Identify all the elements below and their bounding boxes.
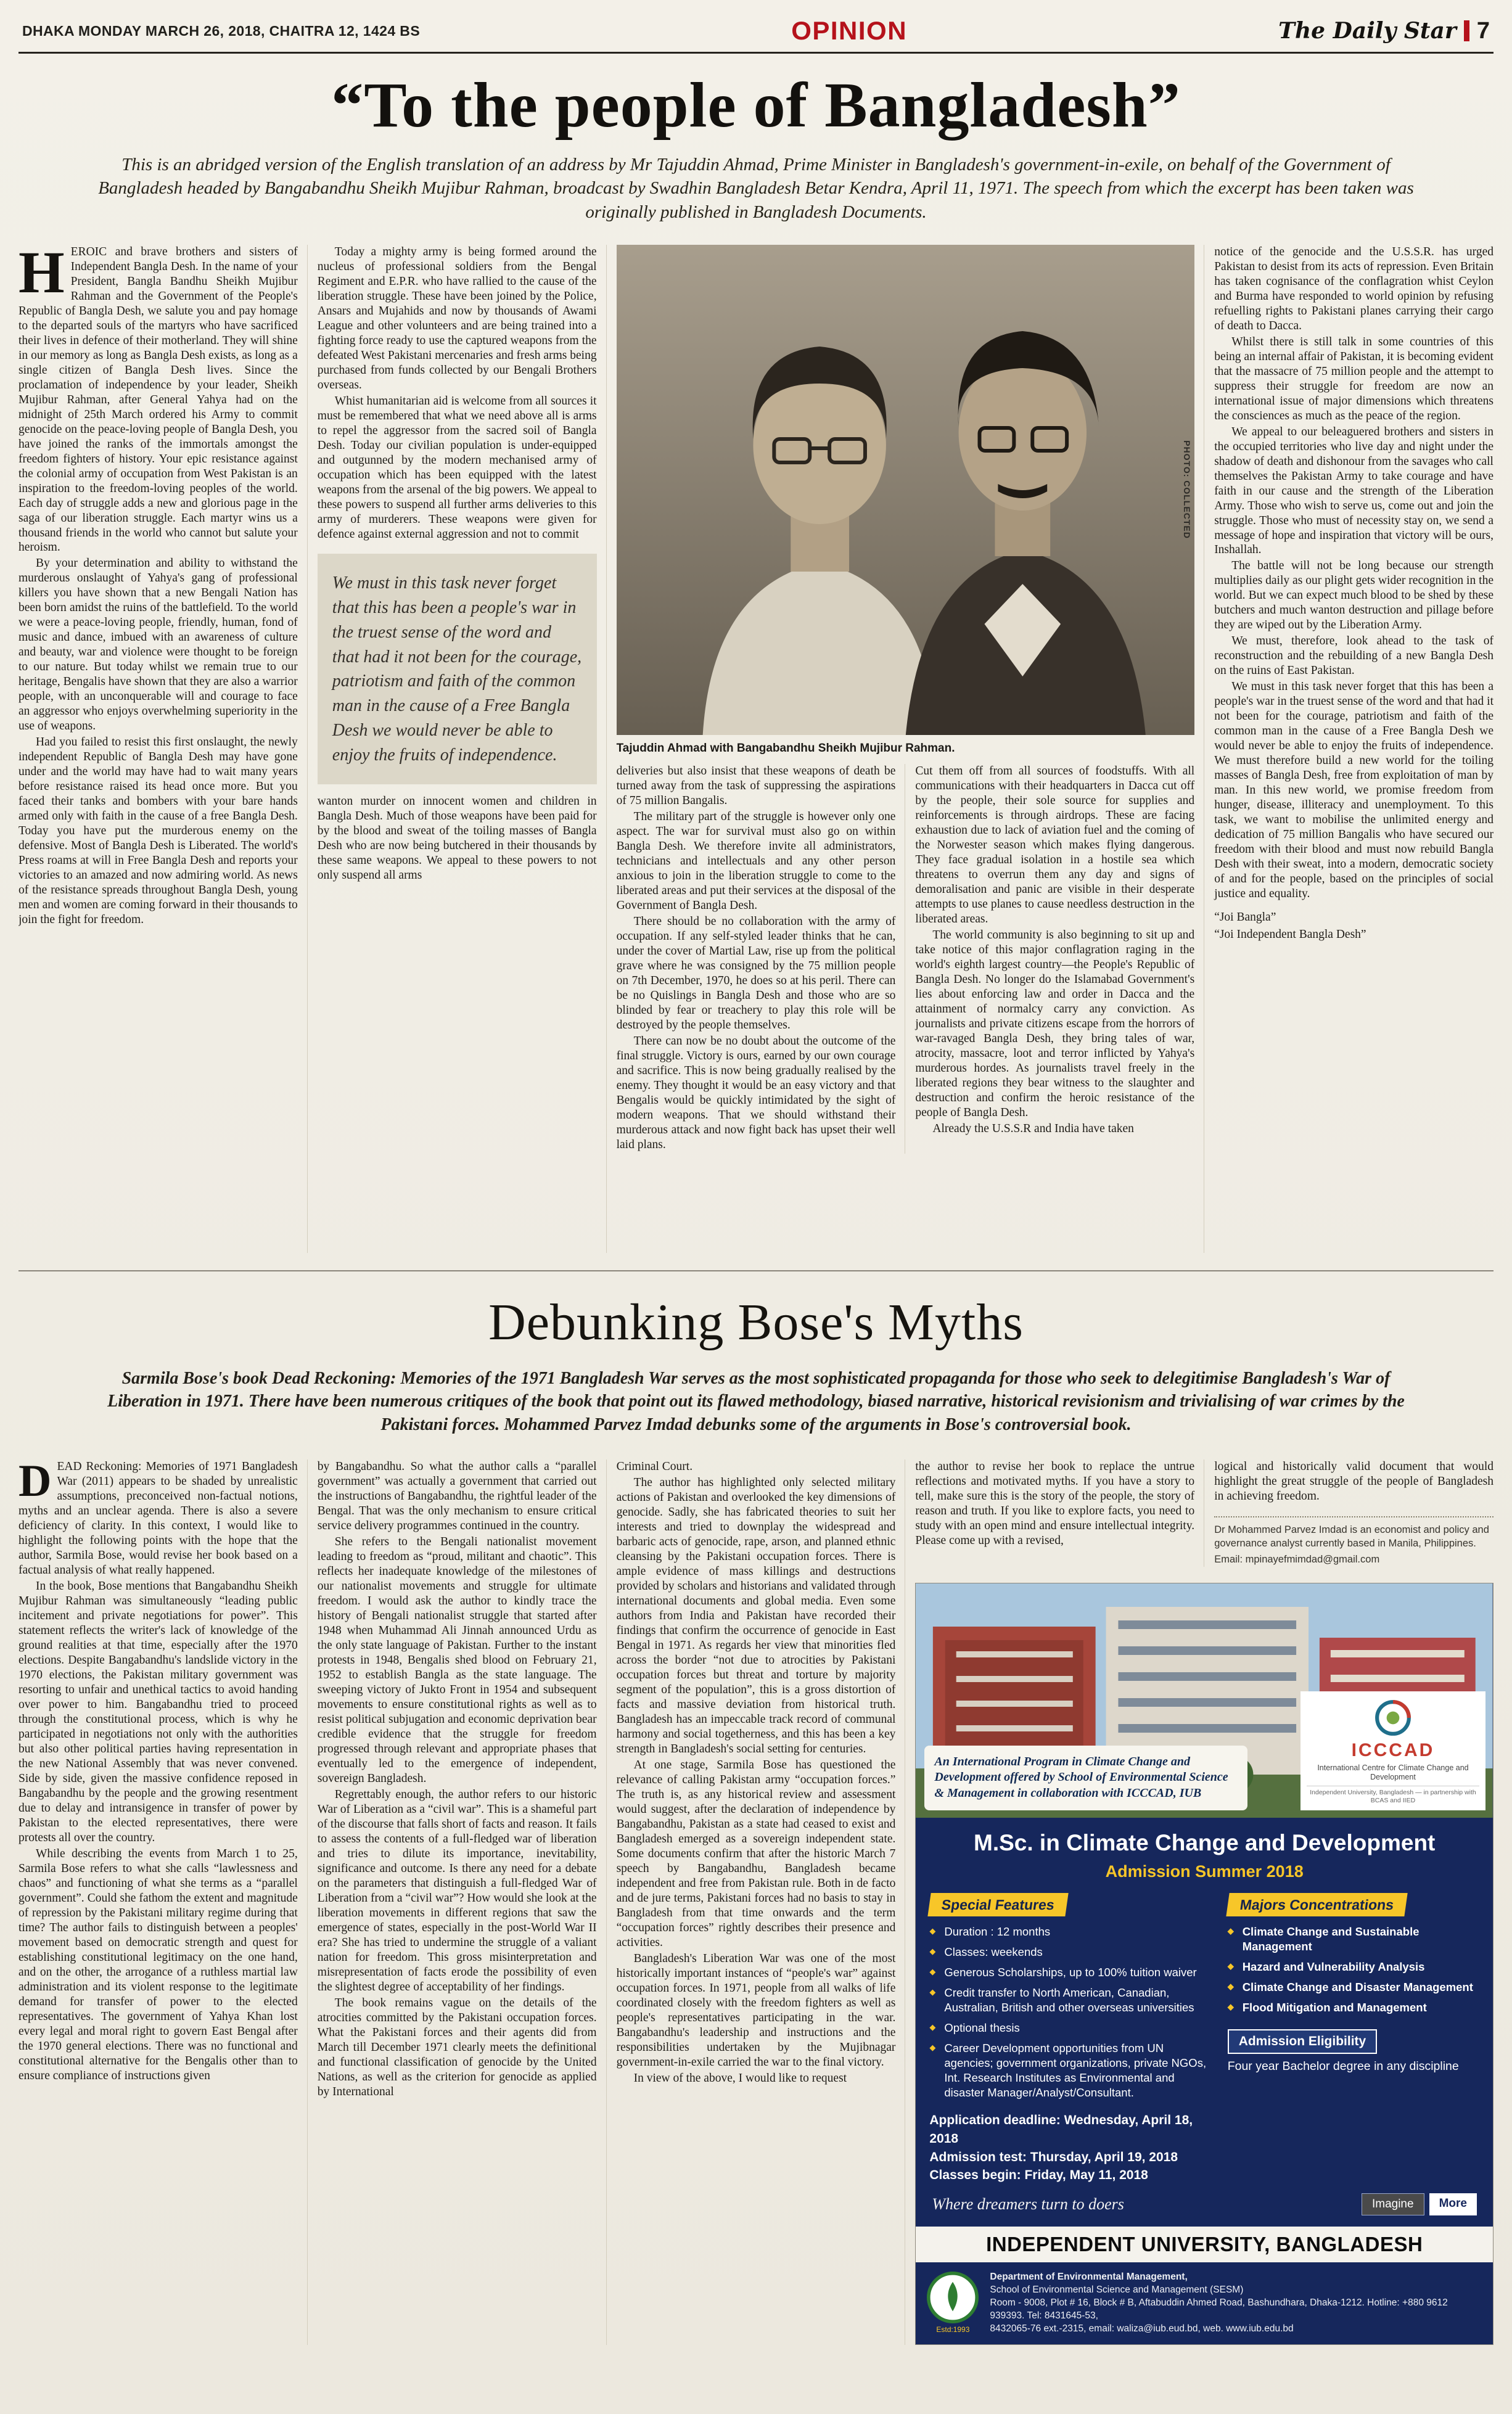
majors-list-item: ◆ Hazard and Vulnerability Analysis [1228, 1960, 1479, 1974]
lead-paragraph-text: EAD Reckoning: Memories of 1971 Bangladesh War (2011) appears to be shaded by unrealistic assumptions, preconceived non-factual notions, myths and an unclear agenda. There is also a severe deficiency of clarity. In this context, I would like to highlight the following points with the hope that the author, Sarmila Bose, would revise her book based on a factual analysis of what really happened. [18, 1460, 298, 1577]
article1-column-3-item: The military part of the struggle is however only one aspect. The war for survival must also go on within Bangla Desh. We therefore invite all administrators, technicians and intellectuals and any other person anxious to join in the liberation struggle to come to the liberated areas and put their services at the disposal of the Government of Bangla Desh. [616, 810, 896, 913]
page-header [18, 14, 1494, 54]
ad-tagline-row [929, 2185, 1479, 2222]
article1-column-2-paragraphs-item: Whist humanitarian aid is welcome from all sources it must be remembered that what we need above all is arms to repel the aggressor from the sacred soil of Bangla Desh. Today our civilian population is under-equipped and outgunned by the modern mechanised army of occupation which has been equipped with the latest weapons from the arsenal of the big powers. We appeal to these powers to suspend all further arms deliveries to this army of murderers. These weapons were given for defence against external aggression and not to commit [317, 394, 597, 541]
author-email: Email: mpinayefmimdad@gmail.com [1214, 1553, 1380, 1565]
article2-column-3-paragraphs-item: The author has highlighted only selected military actions of Pakistan and overlooked the key dimensions of genocide. Sadly, she has fabricated theories to suit her interests and tried to downplay the widespread and barbaric acts of genocide, rape, arson, and planned ethnic cleansing by the Pakistani occupation forces. There is ample evidence of mass killings and destructions provided by scholars and historians and validated through international documents and global media. Even some authors from India and Pakistan have recorded their findings that confirm the occurrence of genocide in East Bengal in 1971. As regards her view that minorities fled across the border “not due to atrocities by Pakistani occupation forces but threat and torture by majority segment of the population”, this is a gross distortion of facts and massive deviation from historical truth. Bangladesh has an impeccable track record of communal harmony and social togetherness, and this has been a key strength in Bangladesh's social setting for centuries. [616, 1476, 896, 1756]
admission-test-date: Admission test: Thursday, April 19, 2018 [929, 2149, 1178, 2164]
article1-column-5-paragraphs-item: notice of the genocide and the U.S.S.R. has urged Pakistan to desist from its acts of repression. Even Britain has taken cognisance of the conflagration whist Ceylon and Burma have responded to world opinion by refusing refuelling rights to Pakistani planes carrying their cargo of death to Dacca. [1214, 245, 1494, 332]
special-features-heading: Special Features [928, 1893, 1069, 1916]
special-features-list-item: ◆ Classes: weekends [929, 1945, 1211, 1960]
section-title: OPINION [791, 16, 908, 45]
article1-column-3-item: There can now be no doubt about the outcome of the final struggle. Victory is ours, earned by our own courage and sacrifice. This is now being gradually realised by the enemy. They thought it would be an easy victory and that Bengalis would be quickly intimidated by the sight of modern weapons. That we should withstand their murderous attack and now fight back has upset their well laid plans. [616, 1034, 896, 1151]
photo-caption: Tajuddin Ahmad with Bangabandhu Sheikh Mujibur Rahman. [616, 741, 955, 755]
article2-column-3 [617, 1459, 896, 2345]
article2-column-5-paragraphs [1214, 1459, 1494, 1504]
article1-photo-figure [617, 245, 1195, 755]
ad-columns [929, 1893, 1479, 2185]
article2-headline: Debunking Bose's Myths [488, 1293, 1024, 1351]
ad-contact-lines-item: School of Environmental Science and Management (SESM) [990, 2285, 1244, 2296]
special-features-list-item: ◆ Credit transfer to North American, Canadian, Australian, British and other overseas universities [929, 1985, 1211, 2015]
icccad-logo-box [1300, 1691, 1485, 1810]
ad-campus-photo [916, 1583, 1493, 1818]
article2-column-3-paragraphs-item: In view of the above, I would like to request [633, 2071, 847, 2085]
ad-main-panel [916, 1818, 1493, 2227]
ad-contact-lines-item: Room - 9008, Plot # 16, Block # B, Aftabuddin Ahmed Road, Bashundhara, Dhaka-1212. Hotline: +880 9612 939393. Tel: 8431645-53, [990, 2297, 1448, 2321]
article1-column-5-paragraphs-item: The battle will not be long because our strength multiplies daily as our plight gets wider recognition in the world. But we can expect much blood to be shed by these butchers and much wanton destruction and pillage before they are wiped out by the Liberation Army. [1214, 559, 1494, 632]
signoff-joi-bangla: “Joi Bangla” [1214, 911, 1276, 924]
iub-logo-icon [927, 2272, 979, 2323]
lead-paragraph-text: EROIC and brave brothers and sisters of Independent Bangla Desh. In the name of your President, Bangla Bandhu Sheikh Mujibur Rahman and the Government of the People's Republic of Bangla Desh, we salute you and pay homage to the departed souls of the martyrs who have sacrificed their lives in defence of their motherland. They will shine in our memory as long as Bangla Desh exists, as long as a single citizen of Bangla Desh lives. Since the proclamation of independence by your leader, Sheikh Mujibur Rahman, after General Yahya had on the midnight of 25th March ordered his Army to commit genocide on the peace-loving people of Bangla Desh, you have joined the ranks of the immortals amongst the freedom fighters of history. Your epic resistance against the colonial army of occupation from West Pakistan is an inspiration to the freedom-loving peoples of the world. Each day of struggle adds a new and glorious page in the saga of our liberation struggle. Each martyr wins us a thousand friends in the world who cannot but salute your heroism. [18, 245, 298, 554]
article2-column-2 [318, 1459, 597, 2345]
application-deadline: Application deadline: Wednesday, April 18, 2018 [929, 2113, 1193, 2146]
special-features-list-item: ◆ Optional thesis [929, 2021, 1211, 2035]
lead-paragraph [18, 1456, 298, 1578]
article1-middle-columns [617, 764, 1195, 1154]
article1-headline: “To the people of Bangladesh” [331, 70, 1181, 141]
ad-program-title: M.Sc. in Climate Change and Development [974, 1829, 1436, 1855]
ad-buttons [1362, 2193, 1477, 2215]
article2-column-2-paragraphs-item: She refers to the Bengali nationalist movement leading to freedom as “proud, militant and chaotic”. This reflects her inadequate knowledge of the milestones of our nationalist movements and struggle for ultimate freedom. I would ask the author to kindly trace the history of Bengali nationalist struggle that started after 1948 when Muhammad Ali Jinnah announced Urdu as the only state language of Pakistan. Further to the instant protests in 1948, Bengalis shed blood on February 21, 1952 to establish Bangla as the state language. The sweeping victory of Jukto Front in 1954 and subsequent movements to ensure constitutional rights as well as to resist political subjugation and economic deprivation bear credible evidence that the struggle for freedom progressed through relevant and appropriate phases that eventually led to the emergence of independent, sovereign Bangladesh. [317, 1535, 597, 1786]
article1-standfirst: This is an abridged version of the English translation of an address by Mr Tajuddin Ahmad, Prime Minister in Bangladesh's government-in-exile, on behalf of the Government of Bangladesh headed by Bangabandhu Sheikh Mujibur Rahman, broadcast by Swadhin Bangladesh Betar Kendra, April 11, 1971. The speech from which the excerpt has been taken was originally published in Bangladesh Documents. [98, 155, 1414, 222]
signoff-joi-independent: “Joi Independent Bangla Desh” [1214, 928, 1366, 942]
article2-column-3-paragraphs [617, 1459, 896, 2085]
special-features-list-item: ◆ Career Development opportunities from UN agencies; government organizations, private NGOs, Int. Research Institutes as Environmental and disaster Manager/Analyst/Consultant. [929, 2041, 1211, 2100]
majors-list [1228, 1924, 1479, 2015]
article2-column-3-paragraphs-item: Criminal Court. [616, 1460, 693, 1474]
majors-heading: Majors Concentrations [1226, 1893, 1408, 1916]
article1-column-1-paragraphs-item: By your determination and ability to withstand the murderous onslaught of Yahya's gang of professional killers you have shown that a new Bengali Nation has been born amidst the ruins of the battlefield. To the world we were a peace-loving people, friendly, human, fond of music and dance, imbued with an awareness of culture and beauty, war and violence were thought to be foreign to our nature. But today whilst we remain true to our heritage, Bengalis have shown that they are also a warrior people, with an unconquerable will and courage to face an aggressor who enjoys overwhelming superiority in the use of weapons. [18, 557, 298, 733]
ad-contact-lines-item: 8432065-76 ext.-2315, email: waliza@iub.eud.bd, web. www.iub.edu.bd [990, 2323, 1294, 2334]
icccad-name: ICCCAD [1351, 1740, 1435, 1761]
article1-column-4 [915, 764, 1194, 1154]
special-features-list [929, 1924, 1211, 2100]
dateline: DHAKA MONDAY MARCH 26, 2018, CHAITRA 12, 1424 BS [22, 22, 421, 39]
iub-logo-block [927, 2272, 979, 2334]
ad-right-column [1228, 1893, 1479, 2185]
article2-column-1-paragraphs-item: In the book, Bose mentions that Bangabandhu Sheikh Mujibur Rahman was simultaneously “leading public incitement and private negotiations for power”. This statement reflects the writer's lack of knowledge of the ground realities at that time, especially after the 1970 elections. Despite Bangabandhu's landslide victory in the 1970 elections, the Pakistan military government was resorting to unfair and unethical tactics to avoid handing over power to him. Bangabandhu tried to proceed through the constitutional process, which is why he participated in negotiations not only with the authorities but also other political parties having representation in the new National Assembly that was never convened. Side by side, given the massive confidence reposed in Bangabandhu by the people and the growing resentment due to delay and intransigence in transfer of power by Pakistan to the elected representatives, there were protests all over the country. [18, 1580, 298, 1844]
ad-footer [916, 2262, 1493, 2344]
ad-admission-term: Admission Summer 2018 [1105, 1862, 1304, 1881]
article1-column-5-paragraphs-item: We appeal to our beleaguered brothers and sisters in the occupied territories who live day and night under the shadow of death and dishonour from the savages who call themselves the Pakistan Army to take courage and have faith in our cause and the strength of the Liberation Army. Those who wish to serve us, come out and join the struggle. Those who must of necessity stay on, we send a message of hope and inspiration that victory will be ours, Inshallah. [1214, 425, 1494, 557]
ad-tagline: Where dreamers turn to doers [932, 2194, 1124, 2213]
article2-column-5-paragraphs-item: logical and historically valid document that would highlight the great struggle of the people of Bangladesh in achieving freedom. [1214, 1460, 1494, 1503]
majors-list-item: ◆ Climate Change and Sustainable Management [1228, 1924, 1479, 1954]
dropcap-letter: H [18, 244, 65, 305]
imagine-button: Imagine [1362, 2193, 1424, 2215]
majors-list-item: ◆ Flood Mitigation and Management [1228, 2000, 1479, 2015]
article1-column-5-paragraphs [1214, 245, 1494, 901]
article1-column-2-continued [318, 794, 597, 883]
article1-column-3-item: deliveries but also insist that these weapons of death be turned away from the task of suppressing the aspirations of 75 million Bangalis. [616, 765, 896, 808]
article1-column-2 [318, 245, 597, 1253]
special-features-list-item: ◆ Duration : 12 months [929, 1924, 1211, 1939]
article2-column-1 [18, 1456, 298, 2345]
article1-column-2-paragraphs [318, 245, 597, 542]
article2-standfirst: Sarmila Bose's book Dead Reckoning: Memories of the 1971 Bangladesh War serves as the most sophisticated propaganda for those who seek to delegitimise Bangladesh's War of Liberation in 1971. There have been numerous critiques of the book that point out its flawed methodology, biased narrative, historical revisionism and trivialising of war crimes by the Pakistani forces. Mohammed Parvez Imdad debunks some of the arguments in Bose's controversial book. [107, 1368, 1405, 1434]
ad-left-column [929, 1893, 1211, 2185]
article-to-the-people [18, 68, 1494, 1253]
page-number: 7 [1476, 17, 1490, 44]
article1-column-4-item: The world community is also beginning to sit up and take notice of this major conflagration raging in the world's eighth largest country—the People's Republic of Bangla Desh. No longer do the Islamabad Government's lies about enforcing law and order in Dacca and the attainment of normalcy carry any conviction. As journalists and private citizens escape from the horrors of war-ravaged Bangla Desh, they bring tales of war, atrocity, massacre, loot and terror inflicted by Yahya's murderous hordes. As journalists travel freely in the liberated regions they bear witness to the slaughter and destruction and confirm the heroic resistance of the people of Bangla Desh. [915, 928, 1195, 1119]
photo-credit: PHOTO: COLLECTED [1182, 440, 1193, 540]
ad-contact-lines-item: Department of Environmental Management, [990, 2272, 1188, 2283]
photo-illustration [617, 245, 1195, 735]
section-divider [18, 1270, 1494, 1271]
university-name: INDEPENDENT UNIVERSITY, BANGLADESH [916, 2227, 1493, 2263]
iub-advertisement [915, 1583, 1494, 2345]
brand-block [1278, 18, 1490, 44]
eligibility-text: Four year Bachelor degree in any discipline [1227, 2059, 1459, 2073]
icccad-partners: Independent University, Bangladesh — in partnership with BCAS and IIED [1307, 1786, 1479, 1805]
article1-column-4-item: Already the U.S.S.R and India have taken [932, 1122, 1134, 1135]
article2-column-1-paragraphs [18, 1579, 298, 2083]
article-debunking-bose [18, 1292, 1494, 2345]
article1-column-2-continued-item: wanton murder on innocent women and children in Bangla Desh. Much of those weapons have been paid for by the blood and sweat of the toiling masses of Bangla Desh who are now being butchered in their thousands by these same weapons. We appeal to these powers to not only suspend all arms [317, 795, 597, 882]
lead-paragraph [18, 245, 298, 556]
author-bio: Dr Mohammed Parvez Imdad is an economist and policy and governance analyst currently based in Manila, Philippines. [1214, 1524, 1489, 1550]
article2-column-4-item: the author to revise her book to replace the untrue reflections and motivated myths. If you have a story to tell, make sure this is the story of the people, the story of reason and truth. If you like to explore facts, you need to study with an open mind and ensure intellectual integrity. Please come up with a revised, [915, 1460, 1195, 1548]
icccad-logo-icon [1374, 1699, 1412, 1737]
article1-column-5 [1214, 245, 1494, 1253]
page-number-divider [1464, 20, 1469, 41]
ad-contact-lines [990, 2271, 1482, 2336]
eligibility-heading: Admission Eligibility [1228, 2029, 1378, 2054]
more-button: More [1429, 2193, 1477, 2215]
article1-column-3-item: There should be no collaboration with the army of occupation. If any self-styled leader thinks that he can, under the cover of Martial Law, rise up from the political grave where he was consigned by the 75 million people on 7th December, 1970, he does so at his peril. There can be no Quislings in Bangla Desh and those who are so blinded by fear or treachery to play this role will be destroyed by the people themselves. [616, 915, 896, 1032]
article2-right-block [915, 1459, 1494, 2345]
article2-right-columns [915, 1459, 1494, 1566]
ad-program-note: An International Program in Climate Change and Development offered by School of Environmental Science & Management in collaboration with ICCCAD, IUB [924, 1746, 1247, 1810]
majors-list-item: ◆ Climate Change and Disaster Management [1228, 1980, 1479, 1995]
article2-column-2-paragraphs-item: Regrettably enough, the author refers to our historic War of Liberation as a “civil war”. This is a shameful part of the discourse that falls short of facts and reason. It fails to assess the contents of a full-fledged war of liberation and tries to dilute its importance, inevitability, significance and outcome. Is there any need for a debate on the parameters that distinguish a full-fledged War of Liberation from a “civil war”? How would she look at the liberation movements in different regions that saw the emergence of states, especially in the post-World War II era? She has tried to undermine the struggle of a valiant nation for freedom. This gross misinterpretation and misrepresentation of facts erode the possibility of even the slightest degree of acceptability of her findings. [317, 1788, 597, 1993]
article1-photo-block [617, 245, 1195, 1253]
article1-column-5-paragraphs-item: We must, therefore, look ahead to the task of reconstruction and the rebuilding of a new Bangla Desh on the ruins of East Pakistan. [1214, 634, 1494, 678]
article1-column-5-paragraphs-item: Whilst there is still talk in some countries of this being an internal affair of Pakistan, it is becoming evident that the massacre of 75 million people and the attempt to suppress their struggle for freedom are now an international issue of major dimensions which threatens the consciences as much as the peace of the region. [1214, 335, 1494, 422]
icccad-full-name: International Centre for Climate Change and Development [1317, 1763, 1469, 1782]
pull-quote: We must in this task never forget that this has been a people's war in the truest sense of the word and that had it not been for the courage, patriotism and faith of the common man in the cause of a Free Bangla Desh we would never be able to enjoy the fruits of independence. [318, 554, 597, 784]
article1-column-4-item: Cut them off from all sources of foodstuffs. With all communications with their headquarters in Dacca cut off by the people, their sole source for supplies and reinforcements is through airdrops. These are facing exhaustion due to lack of aviation fuel and the coming of the Norwester season which makes flying dangerous. They face gradual isolation in a hostile sea which threatens to overrun them any day and signs of demoralisation and panic are visible in their desperate attempts to use planes to cause needless destruction in the liberated areas. [915, 765, 1195, 926]
article1-column-1 [18, 245, 298, 1253]
article1-column-5-paragraphs-item: We must in this task never forget that this has been a people's war in the truest sense of the word and that had it not been for the courage, patriotism and faith of the common man in the cause of a Free Bangla Desh we would never be able to enjoy the fruits of independence. We must therefore build a new world for the toiling masses of Bangla Desh, free from exploitation of man by man. In this new world, we promise freedom from hunger, disease, illiteracy and unemployment. To this task, we want to mobilise the unlimited energy and dedication of 75 million Bangalis who have secured our freedom with their blood and must now rebuild Bangla Desh with their sweat, into a modern, democratic society of and for the people, based on the principles of social justice and equality. [1214, 680, 1494, 901]
article1-body [18, 245, 1494, 1253]
article2-column-3-paragraphs-item: At one stage, Sarmila Bose has questioned the relevance of calling Pakistan army “occupation forces.” The truth is, as any historical review and assessment would suggest, after the declaration of independence by Bangabandhu, Pakistan as a state had ceased to exist and Bangladesh emerged as a sovereign independent state. Some documents confirm that after the historic March 7 speech by Bangabandhu, Bangladesh became independent and free from Pakistan rule. Both in de facto and de jure terms, Pakistani forces had no basis to stay in Bangladesh from that time onwards and the term “occupation forces” rightly describes their presence and activities. [616, 1759, 896, 1949]
newspaper-brand: The Daily Star [1278, 18, 1457, 44]
author-bio-block [1214, 1516, 1494, 1566]
classes-begin-date: Classes begin: Friday, May 11, 2018 [929, 2168, 1148, 2183]
ad-application-info [929, 2111, 1211, 2185]
article2-column-2-paragraphs [318, 1459, 597, 2099]
article2-column-5 [1214, 1459, 1494, 1566]
iub-established: Estd:1993 [936, 2325, 970, 2334]
article2-column-1-paragraphs-item: While describing the events from March 1 to 25, Sarmila Bose refers to what she calls “lawlessness and chaos” and functioning of what she terms as a “parallel government”. Could she fathom the extent and magnitude of repression by the Pakistani military regime during that time? The author fails to distinguish between a peoples' movement based on democratic strength and quest for establishing constitutional legitimacy on the one hand, and on the other, the arrogance of a ruthless martial law administration and its violent response to the legitimate demand for transfer of power to the elected representatives. The government of Yahya Khan lost every legal and moral right to govern East Bengal after the 1970 general elections. There was no functional and constitutional alternative for the Bengalis other than to ensure compliance of instructions given [18, 1847, 298, 2082]
article1-column-1-paragraphs [18, 556, 298, 927]
eligibility-block [1228, 2021, 1479, 2074]
article1-photo [617, 245, 1195, 735]
article2-column-2-paragraphs-item: by Bangabandhu. So what the author calls a “parallel government” was actually a government that carried out the instructions of Bangabandhu, the rightful leader of the Bengal. That was the only mechanism to ensure critical service delivery programmes continued in the country. [317, 1460, 597, 1533]
article1-column-1-paragraphs-item: Had you failed to resist this first onslaught, the newly independent Republic of Bangla Desh may have gone under and the world may have had to wait many years before resistance raised its head once more. But you faced their tanks and bombers with your bare hands armed only with faith in the cause of a free Bangla Desh. Today you have put the murderous enemy on the defensive. Most of Bangla Desh is Liberated. The world's Press roams at will in Free Bangla Desh and reports your victories to an amazed and now admiring world. As news of the resistance spreads throughout Bangla Desh, young men and women are coming forward in their thousands to join the fight for freedom. [18, 736, 298, 927]
article1-column-2-paragraphs-item: Today a mighty army is being formed around the nucleus of professional soldiers from the Bengal Regiment and E.P.R. who have rallied to the cause of the liberation struggle. These have been joined by the Police, Ansars and Mujahids and now by thousands of Awami League and other volunteers and are being trained into a fighting force ready to use the captured weapons from the defeated West Pakistani mercenaries and fresh arms being purchased from funds collected by our Bengali Brothers overseas. [317, 245, 597, 392]
dropcap-letter: D [18, 1456, 52, 1507]
article2-column-2-paragraphs-item: The book remains vague on the details of the atrocities committed by the Pakistani occupation forces. What the Pakistani forces and their agents did from March till December 1971 clearly meets the definitional and functional classification of genocide by the United Nations, as well as the criterion for genocide as applied by International [317, 1996, 597, 2098]
article2-column-4 [915, 1459, 1194, 1566]
article1-column-3 [617, 764, 896, 1154]
article2-column-3-paragraphs-item: Bangladesh's Liberation War was one of the most historically important instances of “people's war” against occupation forces. In 1971, people from all walks of life coordinated closely with the freedom fighters as well as people's representatives participating in the war. Bangabandhu's leadership and instructions and the responsibilities undertaken by the Mujibnagar government-in-exile carried the war to the final victory. [616, 1952, 896, 2069]
article2-body [18, 1456, 1494, 2345]
special-features-list-item: ◆ Generous Scholarships, up to 100% tuition waiver [929, 1965, 1211, 1980]
